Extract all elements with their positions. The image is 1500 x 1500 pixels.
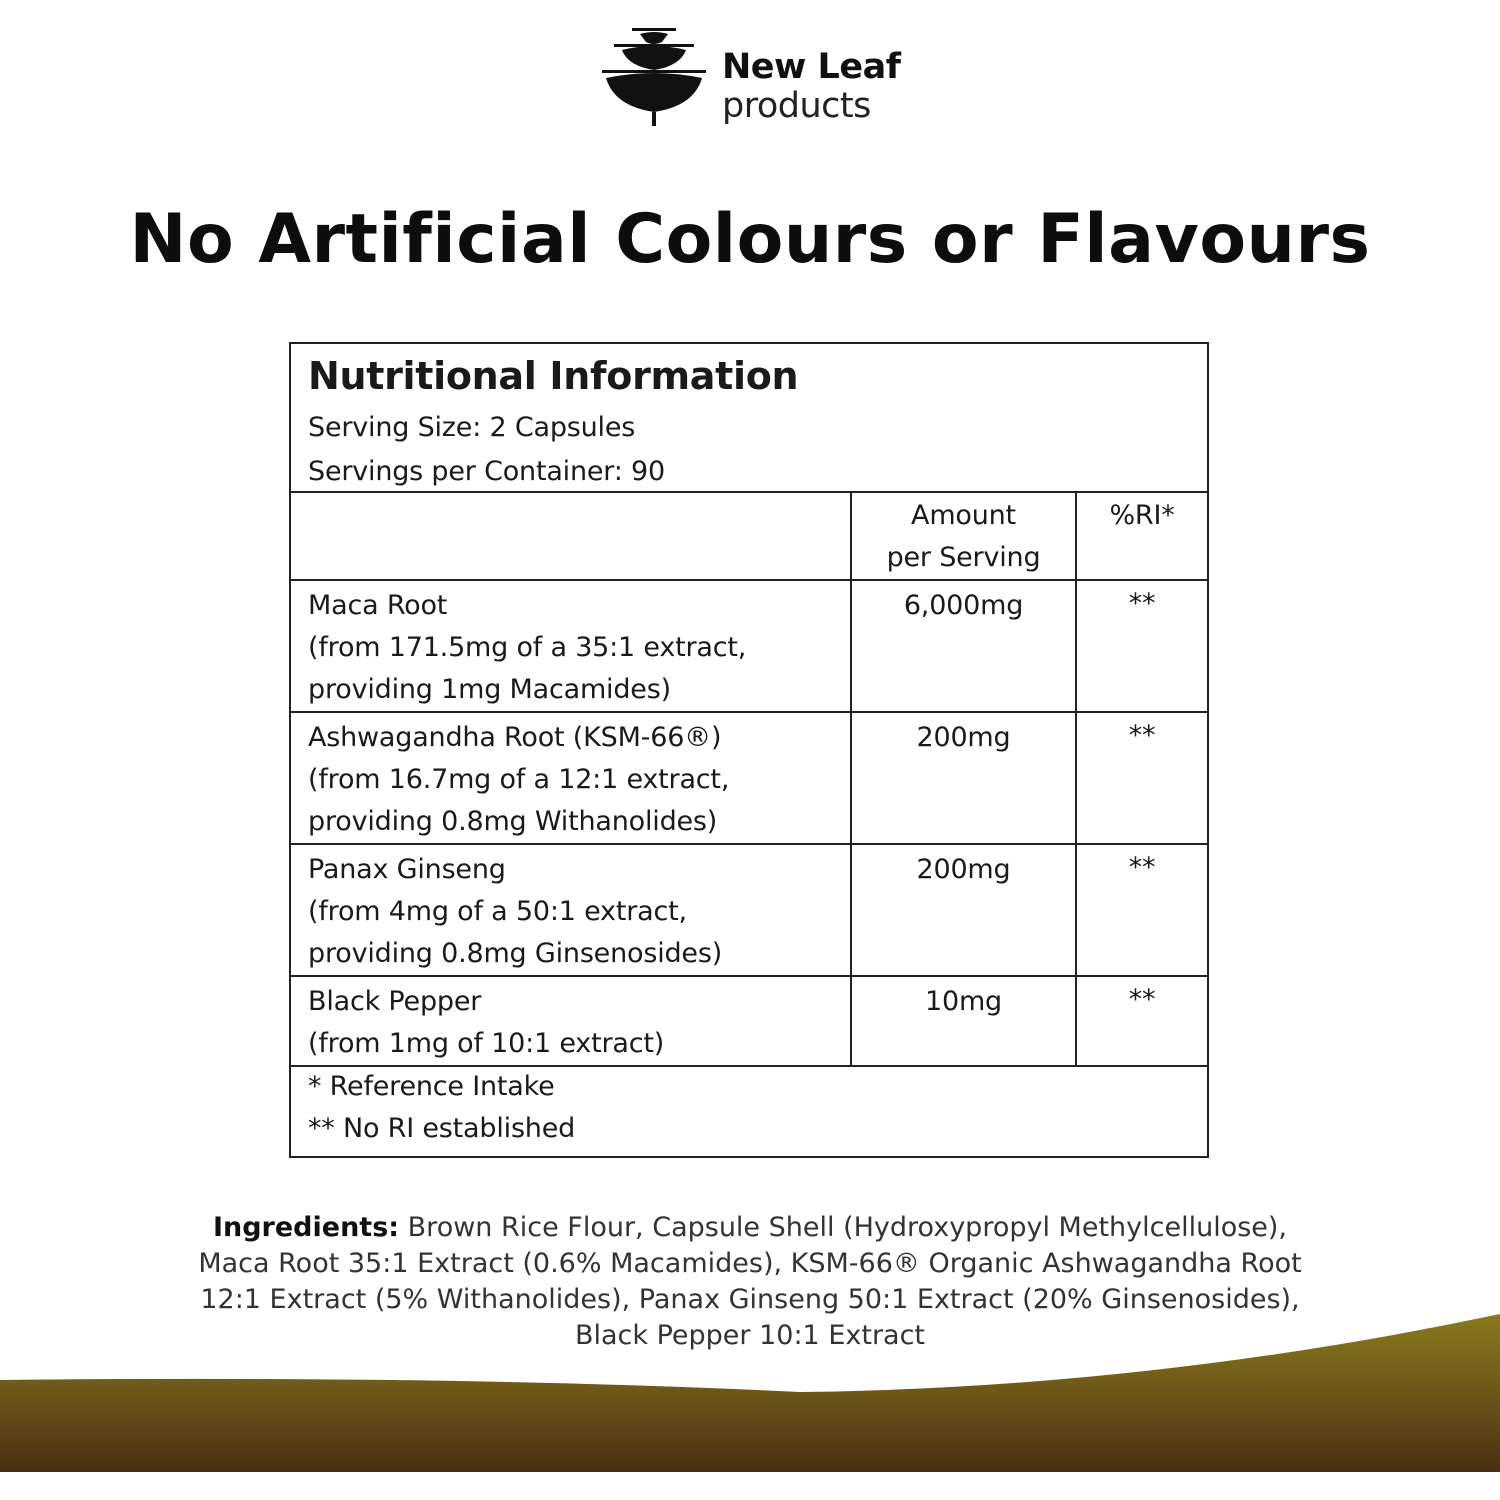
ingredient-line: providing 1mg Macamides): [308, 674, 671, 705]
footnote-ri: * Reference Intake: [308, 1071, 555, 1102]
ingredient-line: Ashwagandha Root (KSM-66®): [308, 722, 722, 753]
brand-logo: [600, 28, 920, 138]
ingredient-line: providing 0.8mg Ginsenosides): [308, 938, 723, 969]
decorative-wave: [0, 1300, 1500, 1500]
ingredients-label: Ingredients:: [212, 1212, 400, 1243]
page-headline: No Artificial Colours or Flavours: [129, 200, 1371, 279]
ingredients-line: Maca Root 35:1 Extract (0.6% Macamides), KSM-66® Organic Ashwagandha Root: [198, 1248, 1302, 1279]
ingredient-line: Black Pepper: [308, 986, 482, 1017]
header-amount-line1: Amount: [911, 500, 1016, 531]
table-row: [291, 976, 1207, 1066]
ri-cell: **: [1076, 976, 1207, 1066]
amount-cell: 6,000mg: [851, 580, 1076, 712]
serving-size: Serving Size: 2 Capsules: [308, 412, 636, 443]
nutrition-title: Nutritional Information: [308, 354, 799, 398]
ingredients-line: [140, 1210, 1360, 1246]
brand-subtitle: products: [722, 86, 871, 126]
brand-name: New Leaf: [722, 47, 901, 87]
ingredients-line: Black Pepper 10:1 Extract: [574, 1320, 926, 1351]
ingredients-line: 12:1 Extract (5% Withanolides), Panax Ginseng 50:1 Extract (20% Ginsenosides),: [200, 1284, 1300, 1315]
ri-cell: **: [1076, 712, 1207, 844]
table-row: [291, 712, 1207, 844]
table-row: [291, 844, 1207, 976]
nutrition-panel: [289, 342, 1209, 1158]
amount-cell: 10mg: [851, 976, 1076, 1066]
ingredient-line: (from 171.5mg of a 35:1 extract,: [308, 632, 747, 663]
nutrition-header: [291, 344, 1207, 493]
ingredient-line: (from 16.7mg of a 12:1 extract,: [308, 764, 730, 795]
header-ri: %RI*: [1076, 493, 1207, 580]
ingredient-name: [291, 976, 851, 1066]
leaf-tiers-icon: [600, 28, 710, 128]
ingredient-name: [291, 712, 851, 844]
footnote-no-ri: ** No RI established: [308, 1113, 576, 1144]
amount-cell: 200mg: [851, 712, 1076, 844]
ingredients-line-text: Brown Rice Flour, Capsule Shell (Hydroxypropyl Methylcellulose),: [399, 1212, 1288, 1243]
ingredient-line: Maca Root: [308, 590, 448, 621]
footnotes: [308, 1066, 575, 1150]
amount-cell: 200mg: [851, 844, 1076, 976]
ingredient-name: [291, 580, 851, 712]
table-header-row: [291, 493, 1207, 580]
ingredient-line: (from 4mg of a 50:1 extract,: [308, 896, 687, 927]
servings-per-container: Servings per Container: 90: [308, 456, 665, 487]
ingredient-line: Panax Ginseng: [308, 854, 506, 885]
ri-cell: **: [1076, 844, 1207, 976]
ingredient-line: (from 1mg of 10:1 extract): [308, 1028, 665, 1059]
header-amount: [851, 493, 1076, 580]
ingredient-line: providing 0.8mg Withanolides): [308, 806, 718, 837]
header-amount-line2: per Serving: [886, 542, 1041, 573]
table-row: [291, 580, 1207, 712]
ingredient-name: [291, 844, 851, 976]
header-blank: [291, 493, 851, 580]
ri-cell: **: [1076, 580, 1207, 712]
nutrition-table: [291, 493, 1207, 1067]
